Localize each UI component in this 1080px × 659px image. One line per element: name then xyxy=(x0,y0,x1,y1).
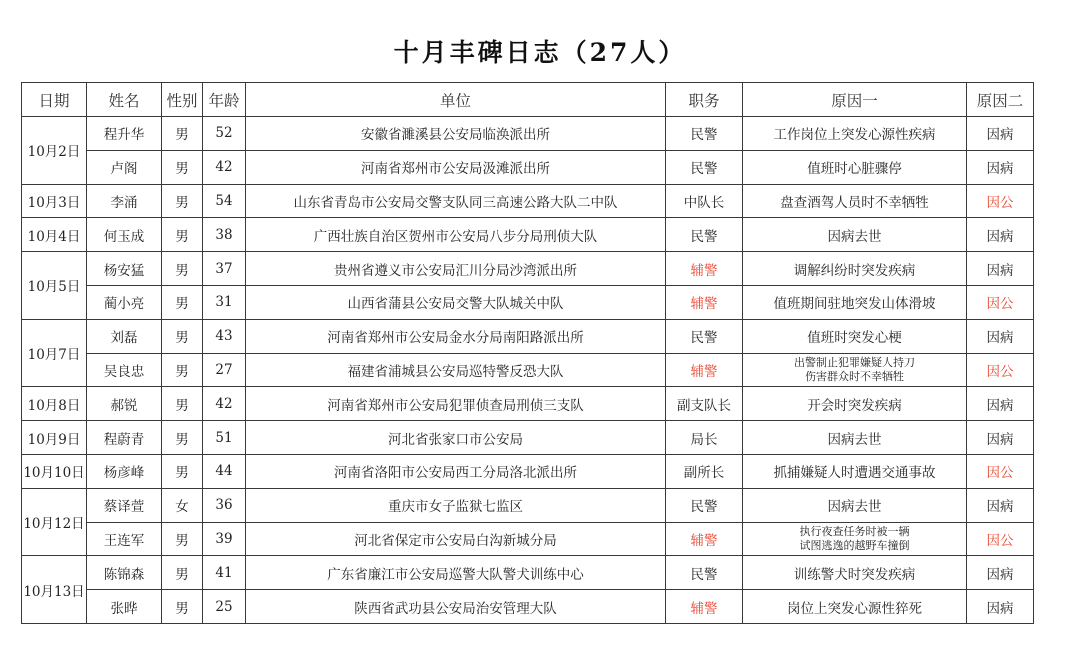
reason1-cell xyxy=(743,353,967,387)
position-cell: 辅警 xyxy=(666,353,743,387)
date-cell: 10月3日 xyxy=(22,184,87,218)
gender-cell: 男 xyxy=(162,454,203,488)
table-row xyxy=(22,150,1034,184)
position-cell: 民警 xyxy=(666,488,743,522)
gender-cell: 男 xyxy=(162,556,203,590)
date-cell: 10月13日 xyxy=(22,556,87,624)
date-cell: 10月9日 xyxy=(22,421,87,455)
reason2-cell: 因公 xyxy=(967,285,1034,319)
reason2-cell: 因病 xyxy=(967,150,1034,184)
name-cell: 卢阁 xyxy=(87,150,162,184)
name-cell: 杨安猛 xyxy=(87,252,162,286)
gender-cell: 男 xyxy=(162,319,203,353)
memorial-table xyxy=(21,82,1034,624)
age-cell: 36 xyxy=(203,488,246,522)
age-cell: 39 xyxy=(203,522,246,556)
name-cell: 郝锐 xyxy=(87,387,162,421)
age-cell: 25 xyxy=(203,590,246,624)
reason1-cell: 岗位上突发心源性猝死 xyxy=(743,590,967,624)
reason1-cell: 工作岗位上突发心源性疾病 xyxy=(743,117,967,151)
age-cell: 51 xyxy=(203,421,246,455)
col-header-gender: 性别 xyxy=(162,83,203,117)
age-cell: 42 xyxy=(203,150,246,184)
table-row xyxy=(22,488,1034,522)
gender-cell: 男 xyxy=(162,353,203,387)
gender-cell: 男 xyxy=(162,590,203,624)
gender-cell: 男 xyxy=(162,522,203,556)
position-cell: 副支队长 xyxy=(666,387,743,421)
unit-cell: 河南省郑州市公安局金水分局南阳路派出所 xyxy=(246,319,666,353)
position-cell: 民警 xyxy=(666,117,743,151)
date-cell: 10月10日 xyxy=(22,454,87,488)
unit-cell: 河南省洛阳市公安局西工分局洛北派出所 xyxy=(246,454,666,488)
age-cell: 52 xyxy=(203,117,246,151)
name-cell: 刘磊 xyxy=(87,319,162,353)
reason2-cell: 因病 xyxy=(967,218,1034,252)
unit-cell: 山西省蒲县公安局交警大队城关中队 xyxy=(246,285,666,319)
col-header-position: 职务 xyxy=(666,83,743,117)
position-cell: 民警 xyxy=(666,556,743,590)
table-row xyxy=(22,353,1034,387)
table-row xyxy=(22,387,1034,421)
age-cell: 38 xyxy=(203,218,246,252)
unit-cell: 重庆市女子监狱七监区 xyxy=(246,488,666,522)
col-header-date: 日期 xyxy=(22,83,87,117)
reason1-line: 伤害群众时不幸牺牲 xyxy=(805,369,904,383)
age-cell: 27 xyxy=(203,353,246,387)
unit-cell: 安徽省濉溪县公安局临涣派出所 xyxy=(246,117,666,151)
table-row xyxy=(22,252,1034,286)
reason1-cell: 训练警犬时突发疾病 xyxy=(743,556,967,590)
age-cell: 54 xyxy=(203,184,246,218)
name-cell: 程蔚青 xyxy=(87,421,162,455)
table-row xyxy=(22,218,1034,252)
col-header-unit: 单位 xyxy=(246,83,666,117)
age-cell: 43 xyxy=(203,319,246,353)
name-cell: 何玉成 xyxy=(87,218,162,252)
date-cell: 10月2日 xyxy=(22,117,87,185)
unit-cell: 河南省郑州市公安局汲滩派出所 xyxy=(246,150,666,184)
reason2-cell: 因病 xyxy=(967,421,1034,455)
reason2-cell: 因病 xyxy=(967,252,1034,286)
position-cell: 中队长 xyxy=(666,184,743,218)
unit-cell: 陕西省武功县公安局治安管理大队 xyxy=(246,590,666,624)
col-header-reason1: 原因一 xyxy=(743,83,967,117)
date-cell: 10月8日 xyxy=(22,387,87,421)
position-cell: 辅警 xyxy=(666,285,743,319)
gender-cell: 女 xyxy=(162,488,203,522)
reason2-cell: 因公 xyxy=(967,184,1034,218)
reason2-cell: 因病 xyxy=(967,117,1034,151)
reason1-line: 试图逃逸的越野车撞倒 xyxy=(799,538,910,552)
gender-cell: 男 xyxy=(162,117,203,151)
reason1-cell: 值班时心脏骤停 xyxy=(743,150,967,184)
name-cell: 程升华 xyxy=(87,117,162,151)
name-cell: 杨彦峰 xyxy=(87,454,162,488)
gender-cell: 男 xyxy=(162,421,203,455)
unit-cell: 广西壮族自治区贺州市公安局八步分局刑侦大队 xyxy=(246,218,666,252)
gender-cell: 男 xyxy=(162,387,203,421)
gender-cell: 男 xyxy=(162,150,203,184)
col-header-reason2: 原因二 xyxy=(967,83,1034,117)
position-cell: 民警 xyxy=(666,319,743,353)
name-cell: 王连军 xyxy=(87,522,162,556)
age-cell: 41 xyxy=(203,556,246,590)
table-row xyxy=(22,454,1034,488)
reason1-cell: 盘查酒驾人员时不幸牺牲 xyxy=(743,184,967,218)
position-cell: 辅警 xyxy=(666,590,743,624)
reason2-cell: 因病 xyxy=(967,319,1034,353)
unit-cell: 福建省浦城县公安局巡特警反恐大队 xyxy=(246,353,666,387)
gender-cell: 男 xyxy=(162,285,203,319)
position-cell: 民警 xyxy=(666,150,743,184)
reason2-cell: 因公 xyxy=(967,353,1034,387)
reason1-line: 出警制止犯罪嫌疑人持刀 xyxy=(794,355,915,369)
reason1-cell: 值班时突发心梗 xyxy=(743,319,967,353)
reason2-cell: 因病 xyxy=(967,387,1034,421)
position-cell: 副所长 xyxy=(666,454,743,488)
date-cell: 10月7日 xyxy=(22,319,87,387)
date-cell: 10月5日 xyxy=(22,252,87,320)
age-cell: 42 xyxy=(203,387,246,421)
gender-cell: 男 xyxy=(162,184,203,218)
unit-cell: 河北省保定市公安局白沟新城分局 xyxy=(246,522,666,556)
reason1-line: 执行夜查任务时被一辆 xyxy=(799,524,910,538)
name-cell: 蔡译萱 xyxy=(87,488,162,522)
reason1-cell xyxy=(743,522,967,556)
reason1-cell: 调解纠纷时突发疾病 xyxy=(743,252,967,286)
unit-cell: 河南省郑州市公安局犯罪侦查局刑侦三支队 xyxy=(246,387,666,421)
age-cell: 31 xyxy=(203,285,246,319)
reason1-cell: 值班期间驻地突发山体滑坡 xyxy=(743,285,967,319)
unit-cell: 山东省青岛市公安局交警支队同三高速公路大队二中队 xyxy=(246,184,666,218)
date-cell: 10月4日 xyxy=(22,218,87,252)
position-cell: 辅警 xyxy=(666,522,743,556)
reason2-cell: 因病 xyxy=(967,488,1034,522)
reason1-cell: 因病去世 xyxy=(743,488,967,522)
unit-cell: 河北省张家口市公安局 xyxy=(246,421,666,455)
unit-cell: 广东省廉江市公安局巡警大队警犬训练中心 xyxy=(246,556,666,590)
table-row xyxy=(22,285,1034,319)
position-cell: 局长 xyxy=(666,421,743,455)
col-header-name: 姓名 xyxy=(87,83,162,117)
name-cell: 李涌 xyxy=(87,184,162,218)
table-row xyxy=(22,421,1034,455)
reason1-cell: 因病去世 xyxy=(743,421,967,455)
unit-cell: 贵州省遵义市公安局汇川分局沙湾派出所 xyxy=(246,252,666,286)
page-title: 十月丰碑日志（27人） xyxy=(393,38,687,67)
age-cell: 37 xyxy=(203,252,246,286)
date-cell: 10月12日 xyxy=(22,488,87,556)
header-row xyxy=(22,83,1034,117)
reason1-cell: 抓捕嫌疑人时遭遇交通事故 xyxy=(743,454,967,488)
reason2-cell: 因病 xyxy=(967,556,1034,590)
table-row xyxy=(22,522,1034,556)
table-row xyxy=(22,184,1034,218)
col-header-age: 年龄 xyxy=(203,83,246,117)
name-cell: 蔺小亮 xyxy=(87,285,162,319)
name-cell: 吴良忠 xyxy=(87,353,162,387)
reason2-cell: 因公 xyxy=(967,454,1034,488)
table-row xyxy=(22,556,1034,590)
name-cell: 张晔 xyxy=(87,590,162,624)
gender-cell: 男 xyxy=(162,252,203,286)
table-row xyxy=(22,117,1034,151)
position-cell: 民警 xyxy=(666,218,743,252)
reason1-cell: 因病去世 xyxy=(743,218,967,252)
reason1-cell: 开会时突发疾病 xyxy=(743,387,967,421)
reason2-cell: 因病 xyxy=(967,590,1034,624)
name-cell: 陈锦森 xyxy=(87,556,162,590)
gender-cell: 男 xyxy=(162,218,203,252)
age-cell: 44 xyxy=(203,454,246,488)
reason2-cell: 因公 xyxy=(967,522,1034,556)
table-row xyxy=(22,590,1034,624)
position-cell: 辅警 xyxy=(666,252,743,286)
table-row xyxy=(22,319,1034,353)
